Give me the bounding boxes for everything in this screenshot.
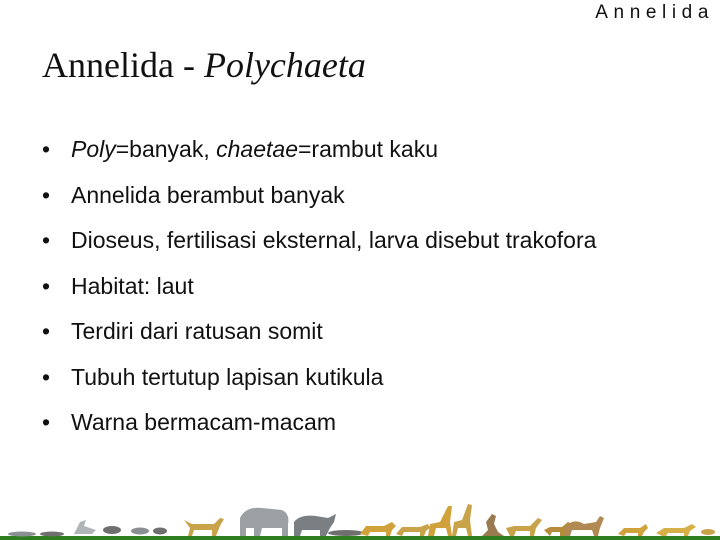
bullet-dot: • [42,272,51,299]
header-label: Annelida [595,2,714,23]
lizard-icon [40,532,64,537]
fox-icon [618,524,648,536]
lion-icon [360,522,396,536]
bullet-item-4 [42,271,682,301]
small-animal-icon [701,529,715,535]
title-main: Annelida - [42,45,204,85]
bullet-1-meaning-chaetae: =rambut kaku [298,136,438,162]
bullet-4-text: Habitat: laut [71,272,194,299]
bullet-dot: • [42,181,51,208]
bullet-dot: • [42,363,51,390]
crocodile-icon [328,530,364,536]
bullet-5-text: Terdiri dari ratusan somit [71,318,323,344]
bullet-item-5 [42,316,682,346]
bullet-7-text: Warna bermacam-macam [71,409,336,435]
bullet-6-text: Tubuh tertutup lapisan kutikula [71,363,384,390]
antelope-icon [506,518,542,536]
bullet-item-1 [42,134,682,164]
ground-strip [0,536,720,540]
bullet-dot: • [42,318,51,344]
mammal-icon [153,528,167,535]
elephant-icon [240,508,288,536]
antelope-icon [184,518,224,536]
animal-silhouette-footer [0,500,720,540]
lizard-icon [8,532,36,537]
bullet-dot: • [42,409,51,435]
bullet-list [42,134,682,453]
mammal-icon [103,526,121,534]
bullet-item-2 [42,180,682,210]
bird-icon [74,520,96,534]
title-italic: Polychaeta [203,45,366,85]
cheetah-icon [656,524,696,536]
camel-icon [564,516,604,536]
kangaroo-icon [482,514,504,536]
bullet-2-text: Annelida berambut banyak [71,181,345,208]
lion-icon [396,524,430,536]
mammal-icon [131,528,149,535]
bullet-1-term-chaetae: chaetae [216,136,298,162]
bullet-item-7 [42,407,682,437]
slide-title [42,44,366,86]
bullet-item-3 [42,225,682,255]
bullet-3-text: Dioseus, fertilisasi eksternal, larva disebut trakofora [71,227,597,253]
bullet-1-term-poly: Poly [71,136,116,162]
bullet-item-6 [42,362,682,392]
giraffe-icon [428,506,452,536]
bullet-dot: • [42,136,51,162]
bullet-dot: • [42,227,51,253]
bullet-1-meaning-poly: =banyak, [115,136,217,162]
animal-parade-illustration [0,500,720,540]
giraffe-icon [452,504,472,536]
